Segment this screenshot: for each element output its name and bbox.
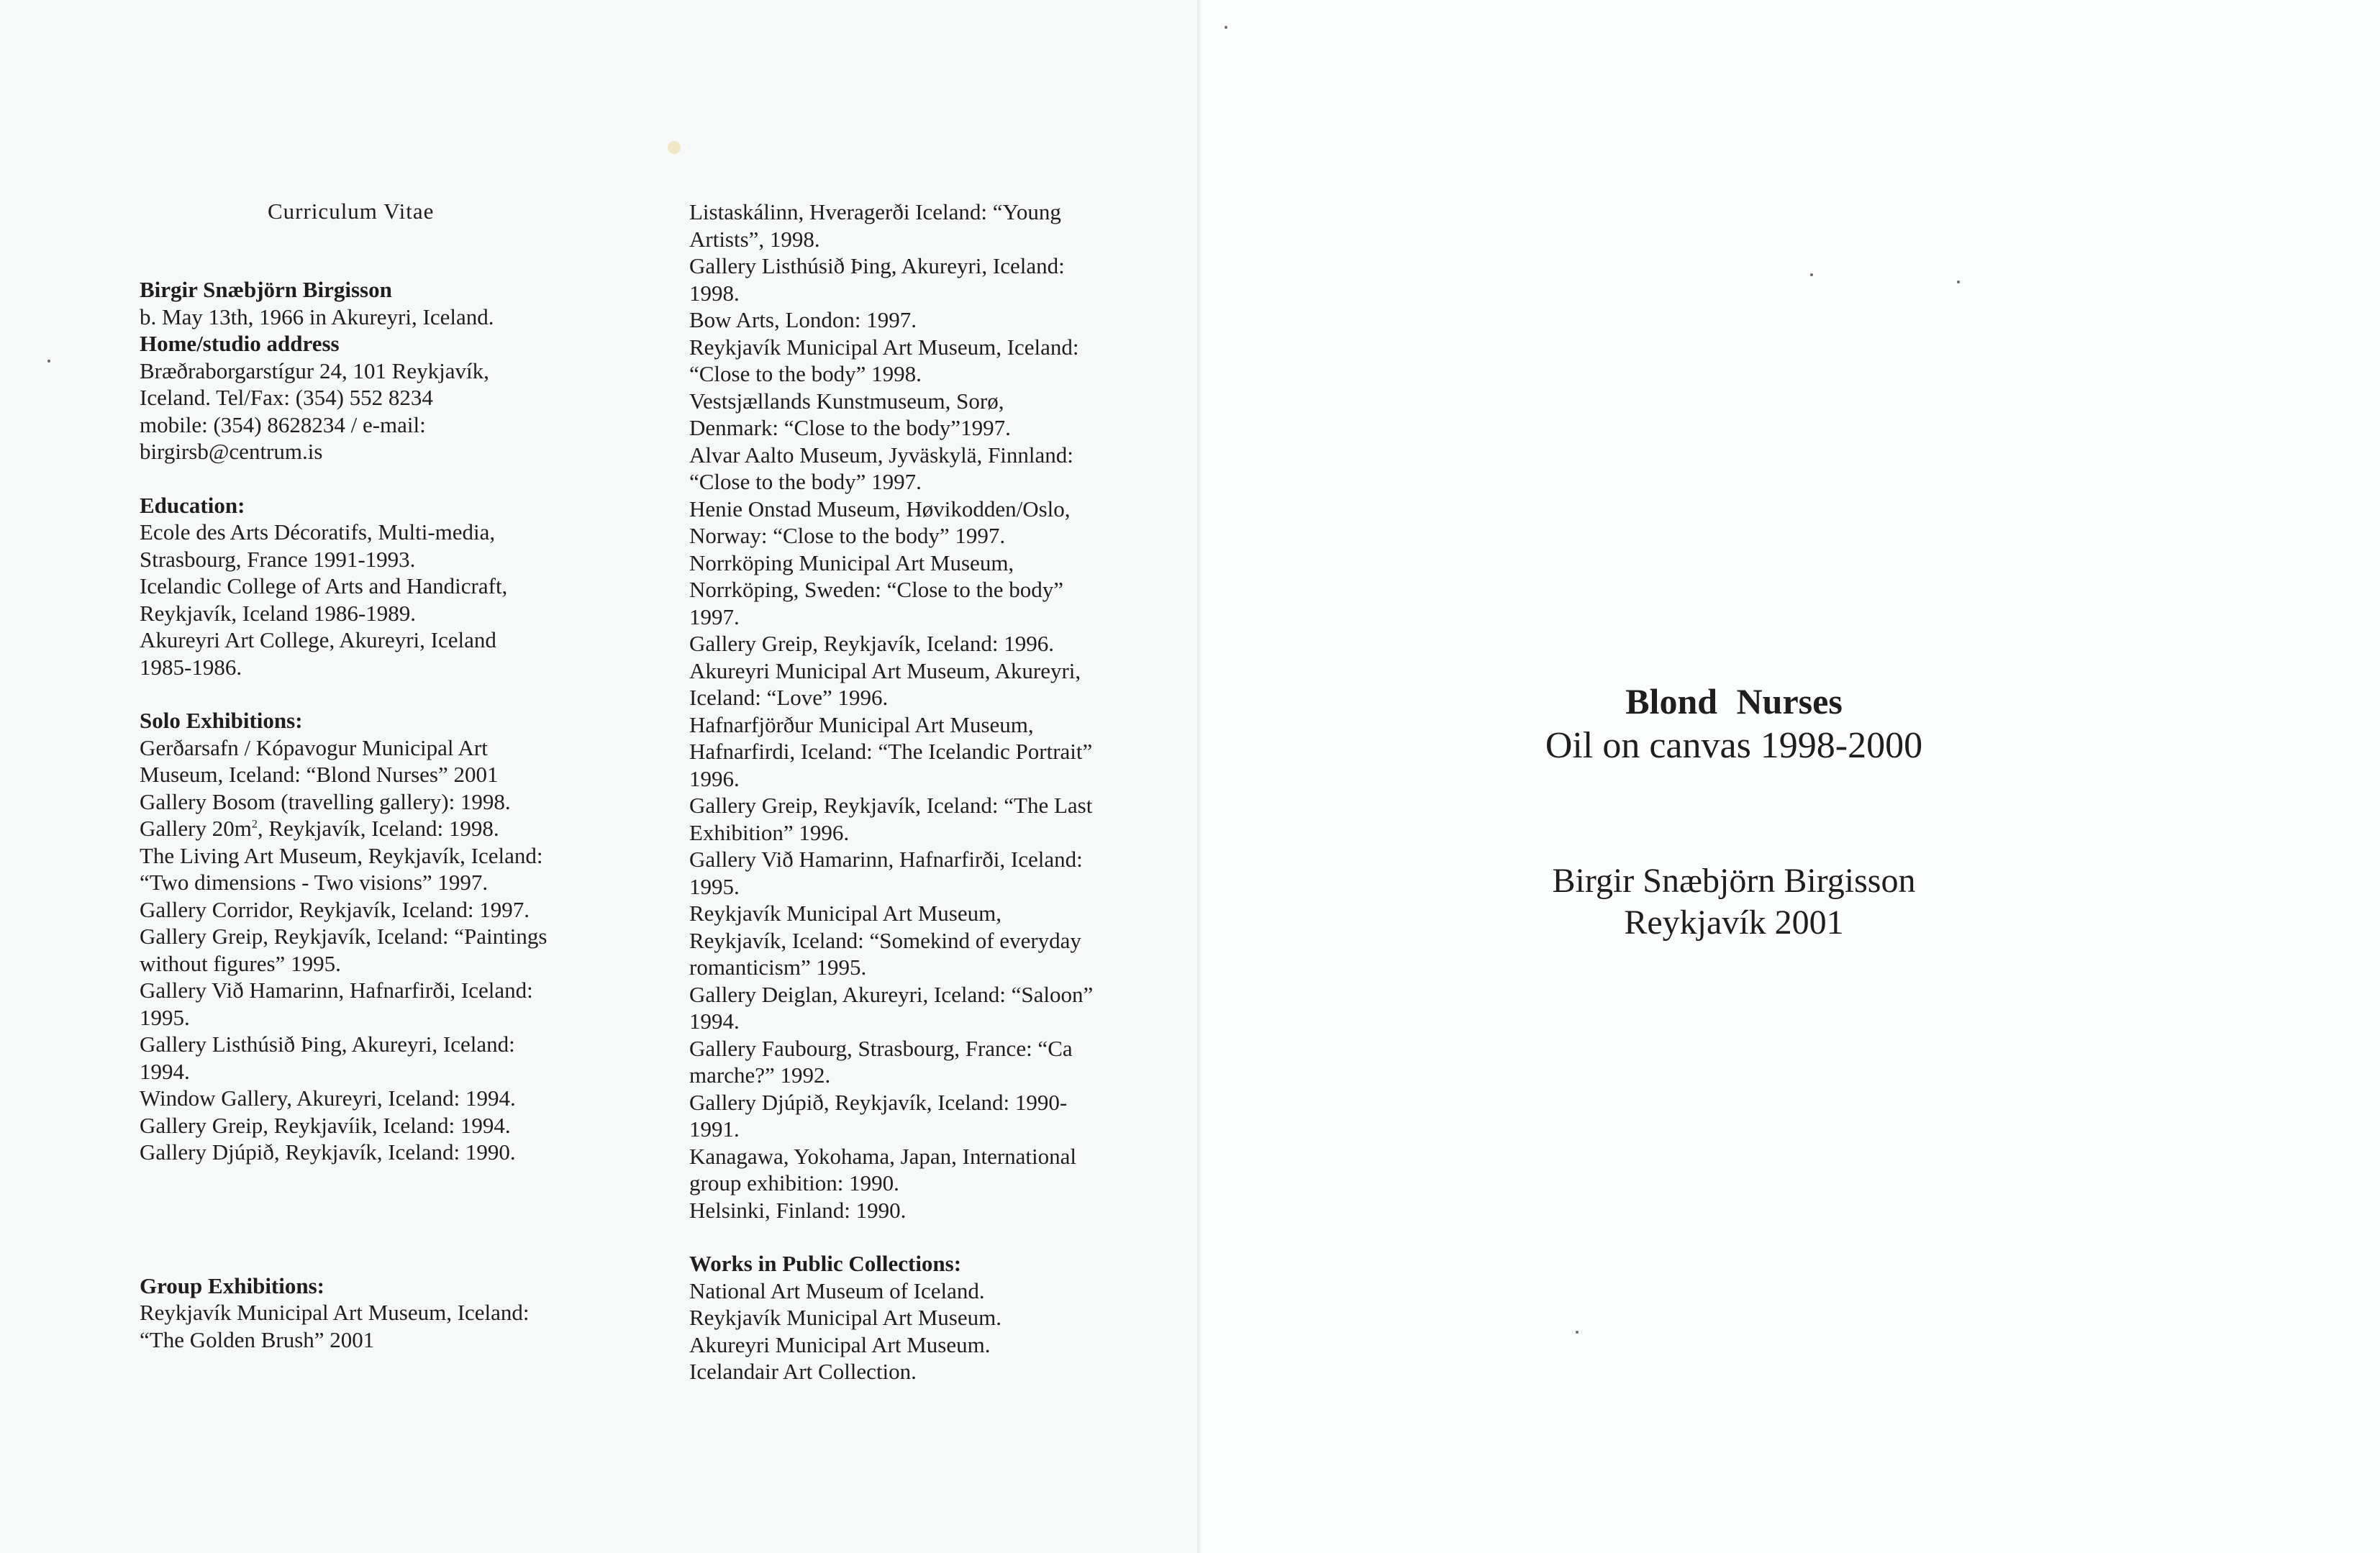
group-exhibition-line: Hafnarfjörður Municipal Art Museum, <box>689 711 1034 737</box>
birth-line: b. May 13th, 1966 in Akureyri, Iceland. <box>140 304 494 329</box>
solo-exhibition-line: Gallery Greip, Reykjavík, Iceland: “Paintings <box>140 924 548 949</box>
solo-exhibition-line: Museum, Iceland: “Blond Nurses” 2001 <box>140 762 499 787</box>
cv-column-middle <box>689 199 1164 1385</box>
paper-speck <box>1810 273 1813 276</box>
group-exhibition-line: Norrköping Municipal Art Museum, <box>689 550 1014 575</box>
group-exhibition-line: Gallery Greip, Reykjavík, Iceland: 1996. <box>689 631 1055 656</box>
collection-line: Icelandair Art Collection. <box>689 1359 917 1384</box>
solo-exhibition-line: 1995. <box>140 1004 190 1030</box>
exhibition-subtitle: Oil on canvas 1998-2000 <box>1545 725 1923 766</box>
group-exhibition-line: Gallery Listhúsið Þing, Akureyri, Iceland: <box>689 253 1065 278</box>
cv-column-left <box>140 276 629 1353</box>
group-exhibition-line: Akureyri Municipal Art Museum, Akureyri, <box>689 657 1081 683</box>
group-exhibition-line: Gallery Deiglan, Akureyri, Iceland: “Saloon” <box>689 981 1094 1007</box>
collection-line: Akureyri Municipal Art Museum. <box>689 1331 991 1357</box>
group-exhibition-line: 1995. <box>689 873 740 899</box>
group-exhibition-line: “Close to the body” 1997. <box>689 469 922 494</box>
paper-speck <box>47 360 50 363</box>
solo-exhibition-line: Window Gallery, Akureyri, Iceland: 1994. <box>140 1085 516 1111</box>
paper-speck <box>1957 281 1960 283</box>
education-line: Akureyri Art College, Akureyri, Iceland <box>140 627 496 652</box>
paper-stain <box>668 141 681 154</box>
group-exhibition-line: Hafnarfirdi, Iceland: “The Icelandic Portrait” <box>689 739 1093 764</box>
exhibition-title: Blond Nurses <box>1625 681 1843 721</box>
solo-exhibition-line: Gallery Djúpið, Reykjavík, Iceland: 1990. <box>140 1139 516 1165</box>
group-exhibition-line: Gallery Djúpið, Reykjavík, Iceland: 1990- <box>689 1089 1068 1115</box>
right-sheet <box>1200 0 2380 1553</box>
group-exhibition-line: Reykjavík Municipal Art Museum, Iceland: <box>689 334 1079 360</box>
solo-exhibition-line: without figures” 1995. <box>140 950 341 976</box>
group-exhibition-line: Henie Onstad Museum, Høvikodden/Oslo, <box>689 496 1071 522</box>
author-place-year: Reykjavík 2001 <box>1624 903 1844 942</box>
solo-exhibition-line: The Living Art Museum, Reykjavík, Iceland: <box>140 842 543 868</box>
address-line: Iceland. Tel/Fax: (354) 552 8234 <box>140 385 433 410</box>
solo-exhibition-line: Gallery $20m^2$, Reykjavík, Iceland: 1998. <box>140 816 499 841</box>
education-line: Reykjavík, Iceland 1986-1989. <box>140 600 416 626</box>
group-exhibition-line: Gallery Faubourg, Strasbourg, France: “Ca <box>689 1035 1073 1061</box>
public-collections-heading: Works in Public Collections: <box>689 1251 962 1276</box>
group-exhibition-line: 1991. <box>689 1116 740 1142</box>
group-exhibition-line: marche?” 1992. <box>689 1062 831 1088</box>
group-exhibition-line: Reykjavík, Iceland: “Somekind of everyday <box>689 927 1081 953</box>
education-heading: Education: <box>140 492 245 518</box>
education-line: Strasbourg, France 1991-1993. <box>140 546 416 572</box>
collection-line: Reykjavík Municipal Art Museum. <box>689 1305 1001 1330</box>
collection-line: National Art Museum of Iceland. <box>689 1278 985 1303</box>
author-block <box>1417 860 2050 944</box>
group-exhibition-line: Bow Arts, London: 1997. <box>689 307 917 332</box>
address-line: mobile: (354) 8628234 / e-mail: <box>140 411 426 437</box>
group-exhibition-line: Alvar Aalto Museum, Jyväskylä, Finnland: <box>689 442 1073 468</box>
group-exhibition-line: 1996. <box>689 765 740 791</box>
group-exhibition-line: Kanagawa, Yokohama, Japan, International <box>689 1143 1077 1169</box>
group-exhibition-line: Reykjavík Municipal Art Museum, <box>689 901 1001 926</box>
group-exhibition-line: Norrköping, Sweden: “Close to the body” <box>689 577 1064 602</box>
solo-exhibition-line: Gerðarsafn / Kópavogur Municipal Art <box>140 734 488 760</box>
page-fold <box>1197 0 1202 1553</box>
group-exhibition-line: Artists”, 1998. <box>689 226 820 252</box>
exhibition-title-block <box>1417 679 2050 768</box>
group-exhibitions-heading: Group Exhibitions: <box>140 1272 324 1298</box>
group-exhibition-line: Norway: “Close to the body” 1997. <box>689 523 1006 548</box>
address-line: birgirsb@centrum.is <box>140 439 323 464</box>
solo-exhibition-line: Gallery Greip, Reykjavíik, Iceland: 1994. <box>140 1112 511 1138</box>
solo-exhibition-line: Gallery Listhúsið Þing, Akureyri, Iceland: <box>140 1031 515 1057</box>
solo-exhibition-line: Gallery Bosom (travelling gallery): 1998. <box>140 788 511 814</box>
group-exhibition-line: “Close to the body” 1998. <box>689 361 922 386</box>
group-exhibition-line: romanticism” 1995. <box>689 955 867 980</box>
group-exhibition-line: 1998. <box>689 280 740 306</box>
group-exhibition-line: Reykjavík Municipal Art Museum, Iceland: <box>140 1300 530 1325</box>
solo-exhibition-line: Gallery Corridor, Reykjavík, Iceland: 1997. <box>140 896 530 922</box>
address-line: Bræðraborgarstígur 24, 101 Reykjavík, <box>140 357 489 383</box>
group-exhibition-line: Listaskálinn, Hveragerði Iceland: “Young <box>689 199 1061 224</box>
group-exhibition-line: 1997. <box>689 604 740 629</box>
solo-exhibitions-heading: Solo Exhibitions: <box>140 708 303 733</box>
group-exhibition-line: Gallery Við Hamarinn, Hafnarfirði, Iceland: <box>689 847 1083 872</box>
education-line: Ecole des Arts Décoratifs, Multi-media, <box>140 519 496 545</box>
paper-speck <box>1225 26 1227 29</box>
address-heading: Home/studio address <box>140 331 340 356</box>
author-name: Birgir Snæbjörn Birgisson <box>1552 862 1916 900</box>
group-exhibition-line: Exhibition” 1996. <box>689 819 850 845</box>
solo-exhibition-line: 1994. <box>140 1058 190 1084</box>
group-exhibition-line: Denmark: “Close to the body”1997. <box>689 415 1011 440</box>
education-line: 1985-1986. <box>140 654 242 680</box>
cv-title: Curriculum Vitae <box>268 199 435 224</box>
group-exhibition-line: group exhibition: 1990. <box>689 1170 899 1196</box>
group-exhibition-line: Helsinki, Finland: 1990. <box>689 1197 907 1223</box>
education-line: Icelandic College of Arts and Handicraft, <box>140 573 508 598</box>
group-exhibition-line: Vestsjællands Kunstmuseum, Sorø, <box>689 388 1004 414</box>
group-exhibition-line: Iceland: “Love” 1996. <box>689 685 889 710</box>
group-exhibition-line: “The Golden Brush” 2001 <box>140 1326 375 1352</box>
paper-speck <box>1576 1331 1579 1334</box>
artist-name: Birgir Snæbjörn Birgisson <box>140 277 392 302</box>
group-exhibition-line: Gallery Greip, Reykjavík, Iceland: “The Last <box>689 793 1093 818</box>
solo-exhibition-line: “Two dimensions - Two visions” 1997. <box>140 870 489 895</box>
solo-exhibition-line: Gallery Við Hamarinn, Hafnarfirði, Iceland: <box>140 978 533 1003</box>
group-exhibition-line: 1994. <box>689 1008 740 1034</box>
